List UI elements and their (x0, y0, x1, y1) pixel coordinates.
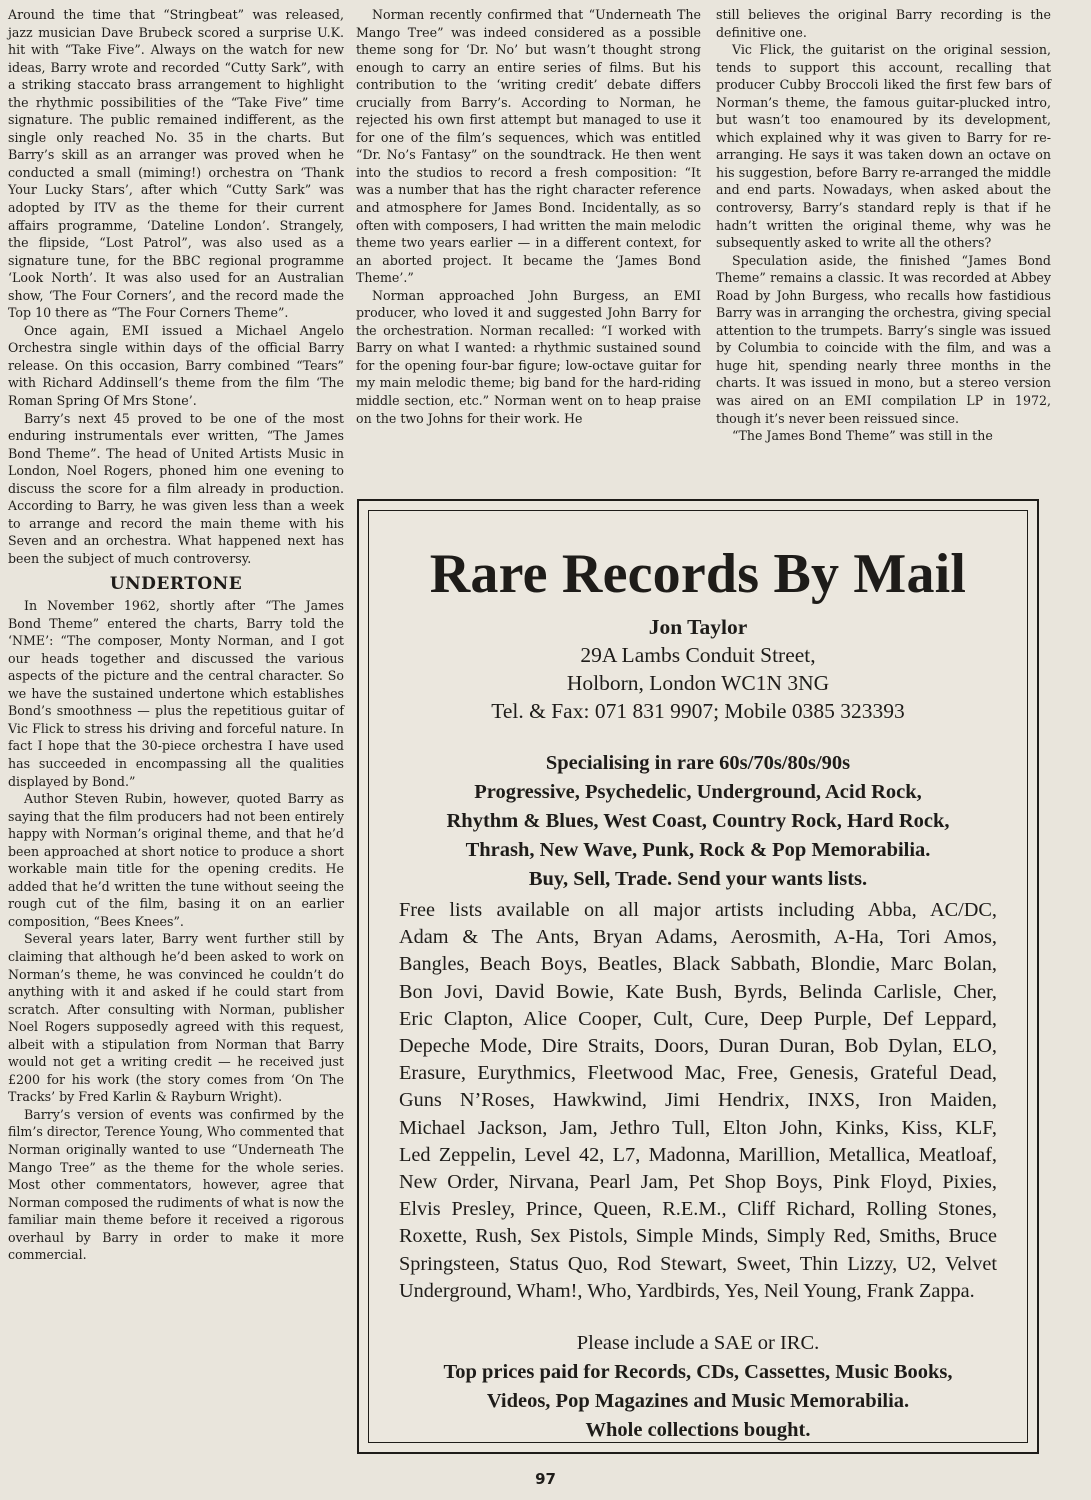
ad-footer-line: Top prices paid for Records, CDs, Cassettes, Music Books, (443, 1361, 953, 1383)
ad-artist-line: Bon Jovi, David Bowie, Kate Bush, Byrds, Belinda Carlisle, Cher, (399, 980, 997, 1003)
ad-special-line: Specialising in rare 60s/70s/80s/90s (545, 752, 851, 774)
ad-phone: Tel. & Fax: 071 831 9907; Mobile 0385 323393 (491, 699, 905, 723)
article-column-2 (356, 6, 701, 427)
paragraph: Barry’s next 45 proved to be one of the most enduring instrumentals ever written, “The James Bond Theme”. The head of United Artists Music in London, Noel Rogers, phoned him one evening to discuss the score for a film already in production. According to Barry, he was given less than a week to arrange and record the main theme with his Seven and an orchestra. What happened next has been the subject of much controversy. (8, 410, 344, 566)
ad-artist-line: Springsteen, Status Quo, Rod Stewart, Sweet, Thin Lizzy, U2, Velvet (399, 1252, 997, 1275)
paragraph: Vic Flick, the guitarist on the original session, tends to support this account, recalling that producer Cubby Broccoli liked the first few bars of Norman’s theme, the famous guitar-plucked intro, but wasn’t too enamoured by its development, which explained why it was given to Barry for re-arranging. He says it was taken down an octave on his suggestion, before Barry re-arranged the middle and end parts. Nowadays, when asked about the controversy, Barry’s standard reply is that if he hadn’t written the original theme, why was he subsequently asked to write all the others? (716, 42, 1051, 251)
ad-artist-line: Guns N’Roses, Hawkwind, Jimi Hendrix, INXS, Iron Maiden, (399, 1089, 997, 1112)
ad-contact-name: Jon Taylor (648, 615, 748, 639)
paragraph: Once again, EMI issued a Michael Angelo Orchestra single within days of the official Barry release. On this occasion, Barry combined “Tears” with Richard Addinsell’s theme from the film ‘The Roman Spring Of Mrs Stone’. (8, 322, 344, 409)
ad-artist-line: Michael Jackson, Jam, Jethro Tull, Elton John, Kinks, Kiss, KLF, (399, 1116, 997, 1139)
ad-artist-line: Led Zeppelin, Level 42, L7, Madonna, Marillion, Metallica, Meatloaf, (399, 1143, 997, 1166)
ad-footer-line: Please include a SAE or IRC. (576, 1332, 820, 1354)
ad-artist-line: Depeche Mode, Dire Straits, Doors, Duran Duran, Bob Dylan, ELO, (399, 1035, 997, 1058)
paragraph: In November 1962, shortly after “The James Bond Theme” entered the charts, Barry told the ‘NME’: “The composer, Monty Norman, and I got our heads together and discussed the various aspects of the picture and the central character. So we have the sustained undertone which establishes Bond’s smoothness — plus the repetitious guitar of Vic Flick to stress his driving and forceful nature. In fact I hope that the 30-piece orchestra I have used has succeeded in encompassing all the qualities displayed by Bond.” (8, 598, 344, 789)
paragraph: “The James Bond Theme” was still in the (732, 428, 993, 444)
ad-address-line-2: Holborn, London WC1N 3NG (566, 671, 830, 695)
ad-artist-line: New Order, Nirvana, Pearl Jam, Pet Shop Boys, Pink Floyd, Pixies, (399, 1171, 997, 1194)
advertisement-box (357, 499, 1039, 1454)
page-number: 97 (535, 1470, 556, 1488)
ad-artist-line: Roxette, Rush, Sex Pistols, Simple Minds, Simply Red, Smiths, Bruce (399, 1225, 997, 1248)
ad-footer-line: Whole collections bought. (585, 1419, 811, 1441)
paragraph: Around the time that “Stringbeat” was released, jazz musician Dave Brubeck scored a surprise U.K. hit with “Take Five”. Always on the watch for new ideas, Barry wrote and recorded “Cutty Sark”, with a striking staccato brass arrangement to highlight the rhythmic possibilities of the “Take Five” time signature. The public remained indifferent, as the single only reached No. 35 in the charts. But Barry’s skill as an arranger was proved when he conducted a small (miming!) orchestra on ‘Thank Your Lucky Stars’, after which “Cutty Sark” was adopted by ITV as the theme for their current affairs programme, ‘Dateline London’. Strangely, the flipside, “Lost Patrol”, was also used as a signature tune, for the BBC regional programme ‘Look North’. It was also used for an Australian show, ‘The Four Corners’, and the record made the Top 10 there as “The Four Corners Theme”. (8, 7, 344, 321)
ad-contact-block (369, 613, 1027, 725)
paragraph: Several years later, Barry went further still by claiming that although he’d been asked to work on Norman’s theme, he was convinced he couldn’t do anything with it and asked if he could start from scratch. After consulting with Norman, publisher Noel Rogers supposedly agreed with this request, albeit with a stipulation from Norman that Barry would not get a writing credit — he received just £200 for his work (the story comes from ‘On The Tracks’ by Fred Karlin & Rayburn Wright). (8, 931, 344, 1105)
ad-special-line: Progressive, Psychedelic, Underground, Acid Rock, (474, 781, 922, 803)
article-column-1 (8, 6, 344, 1264)
article-column-3 (716, 6, 1051, 445)
ad-artist-list (399, 897, 997, 1305)
ad-special-line: Buy, Sell, Trade. Send your wants lists. (528, 868, 868, 890)
paragraph: Norman recently confirmed that “Underneath The Mango Tree” was indeed considered as a possible theme song for ‘Dr. No’ but wasn’t thought strong enough to carry an entire series of films. But his contribution to the ‘writing credit’ debate differs crucially from Barry’s. According to Norman, he rejected his own first attempt but managed to use it for one of the film’s sequences, which was entitled “Dr. No’s Fantasy” on the soundtrack. He then went into the studios to record a fresh composition: “It was a number that has the right character reference and atmosphere for James Bond. Incidentally, as so often with composers, I had written the main melodic theme two years earlier — in a different context, for an aborted project. It became the ‘James Bond Theme’.” (356, 7, 701, 286)
ad-address-line-1: 29A Lambs Conduit Street, (580, 643, 816, 667)
ad-artist-line: Underground, Wham!, Who, Yardbirds, Yes, Neil Young, Frank Zappa. (399, 1279, 975, 1302)
ad-artist-line: Eric Clapton, Alice Cooper, Cult, Cure, Deep Purple, Def Leppard, (399, 1007, 997, 1030)
ad-artist-line: Free lists available on all major artists including Abba, AC/DC, (399, 899, 997, 921)
ad-special-line: Thrash, New Wave, Punk, Rock & Pop Memorabilia. (465, 839, 931, 861)
advertisement-inner-border (368, 510, 1028, 1443)
paragraph: Speculation aside, the finished “James Bond Theme” remains a classic. It was recorded at Abbey Road by John Burgess, who recalls how fastidious Barry was in arranging the orchestra, giving special attention to the trumpets. Barry’s single was issued by Columbia to coincide with the film, and was a huge hit, spending nearly three months in the charts. It was issued in mono, but a stereo version was aired on an EMI compilation LP in 1972, though it’s never been reissued since. (716, 252, 1051, 426)
section-subheading: UNDERTONE (109, 573, 243, 594)
ad-specialities (369, 749, 1027, 894)
ad-title: Rare Records By Mail (429, 543, 967, 605)
paragraph: Norman approached John Burgess, an EMI producer, who loved it and suggested John Barry for the orchestration. Norman recalled: “I worked with Barry on what I wanted: a rhythmic sustained sound for the opening four-bar figure; low-octave guitar for my main melodic theme; big band for the hard-riding middle section, etc.” Norman went on to heap praise on the two Johns for their work. He (356, 287, 701, 426)
ad-footer (369, 1329, 1027, 1445)
paragraph: still believes the original Barry recording is the definitive one. (716, 7, 1051, 40)
paragraph: Barry’s version of events was confirmed by the film’s director, Terence Young, Who commented that Norman originally wanted to use “Underneath The Mango Tree” as the theme for the whole series. Most other commentators, however, agree that Norman composed the rudiments of what is now the familiar main theme before it received a rigorous overhaul by Barry in order to make it more commercial. (8, 1106, 344, 1263)
paragraph: Author Steven Rubin, however, quoted Barry as saying that the film producers had not been entirely happy with Norman’s original theme, and that he’d been approached at short notice to produce a short workable main title for the opening credits. He added that he’d written the tune without seeing the rough cut of the film, basing it on an earlier composition, “Bees Knees”. (8, 791, 344, 929)
ad-artist-line: Bangles, Beach Boys, Beatles, Black Sabbath, Blondie, Marc Bolan, (399, 953, 997, 976)
ad-special-line: Rhythm & Blues, West Coast, Country Rock, Hard Rock, (446, 810, 950, 832)
ad-artist-line: Erasure, Eurythmics, Fleetwood Mac, Free, Genesis, Grateful Dead, (399, 1062, 997, 1085)
ad-artist-line: Adam & The Ants, Bryan Adams, Aerosmith, A-Ha, Tori Amos, (399, 926, 997, 949)
ad-footer-line: Videos, Pop Magazines and Music Memorabilia. (486, 1390, 910, 1412)
ad-artist-line: Elvis Presley, Prince, Queen, R.E.M., Cliff Richard, Rolling Stones, (399, 1198, 997, 1221)
